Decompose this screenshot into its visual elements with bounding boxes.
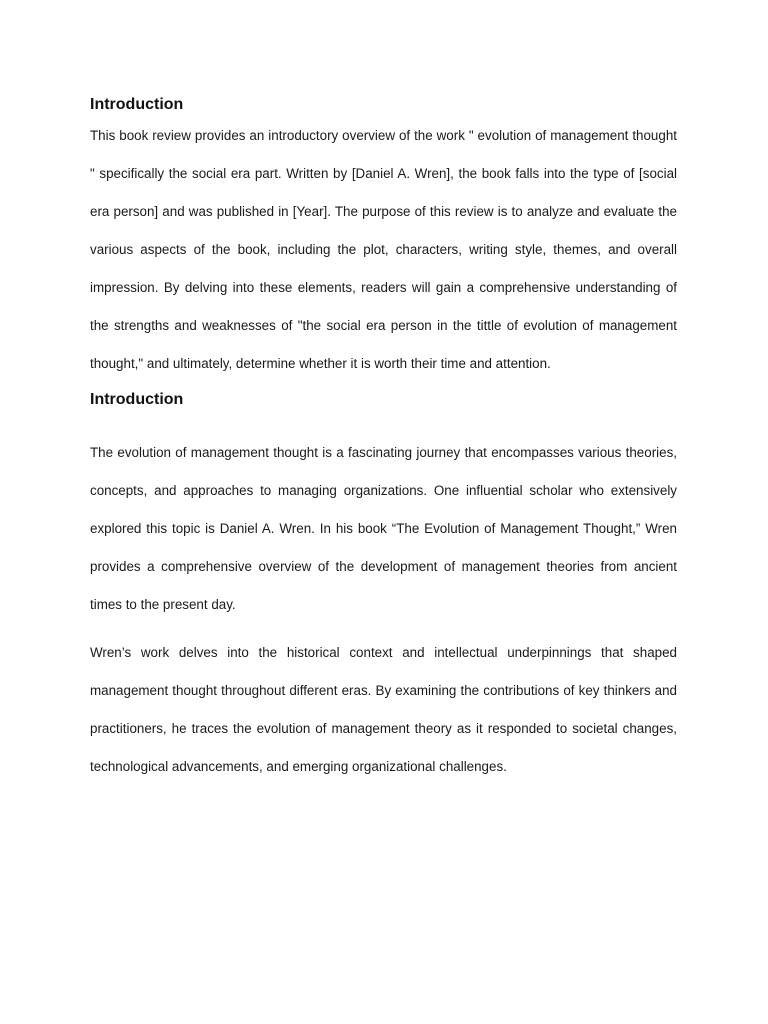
- document-body: [90, 92, 677, 786]
- paragraph: This book review provides an introductory overview of the work " evolution of management thought " specifically the social era part. Written by [Daniel A. Wren], the book falls into the type of [social era person] and was published in [Year]. The purpose of this review is to analyze and evaluate the various aspects of the book, including the plot, characters, writing style, themes, and overall impression. By delving into these elements, readers will gain a comprehensive understanding of the strengths and weaknesses of "the social era person in the tittle of evolution of management thought," and ultimately, determine whether it is worth their time and attention.: [90, 128, 677, 371]
- section-heading: Introduction: [90, 391, 184, 408]
- paragraph: The evolution of management thought is a fascinating journey that encompasses various theories, concepts, and approaches to managing organizations. One influential scholar who extensively explored this topic is Daniel A. Wren. In his book “The Evolution of Management Thought,” Wren provides a comprehensive overview of the development of management theories from ancient times to the present day.: [90, 445, 677, 612]
- paragraph: Wren’s work delves into the historical context and intellectual underpinnings that shaped management thought throughout different eras. By examining the contributions of key thinkers and practitioners, he traces the evolution of management theory as it responded to societal changes, technological advancements, and emerging organizational challenges.: [90, 645, 677, 774]
- section-heading: Introduction: [90, 96, 184, 113]
